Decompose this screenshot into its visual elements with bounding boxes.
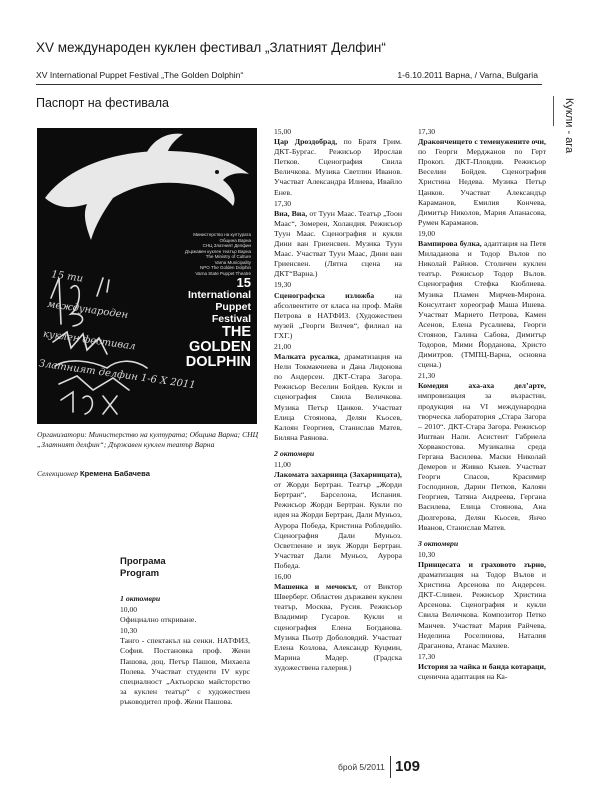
kukli-logo [552,96,580,158]
organizers-note: Организатори: Министерство на културата; Община Варна; СНЦ „Златният делфин“; Държавен куклен театър Варна [37,430,259,449]
poster-small-line: Община Варна [219,237,251,243]
program-description: на абсолвентите от класа на проф. Майя Петрова в НАТФИЗ. (Художествен музей „Георги Велчев“, филиал на ГХГ.) [274,290,402,340]
poster-en-line: Festival [211,313,251,325]
program-title [120,556,166,580]
footer-divider [390,756,391,778]
program-time: 19,30 [274,280,292,290]
program-time: 10,30 [120,626,138,636]
program-time: 17,30 [274,198,292,208]
program-description: Танго - спектакъл на сенки. НАТФИЗ, София. Постановка проф. Жени Пашова, доц. Петър Пашов, Михаела Полева. Участват студенти IV курс специалност „Актьорско майсторство за куклен театър“ с художествен ръководител проф. Жени Пашова. [120,636,250,706]
program-time: 10,00 [120,605,138,615]
festival-poster [37,128,257,424]
program-title-bg: Програма [120,556,166,567]
kukli-logo-icon [552,96,580,158]
poster-big-line: THE [222,324,251,340]
program-time: 21,00 [274,341,292,351]
poster-en-line: International [187,289,251,301]
program-time: 17,30 [418,127,436,136]
program-entry [274,460,402,571]
program-column-2 [274,126,402,673]
program-day: 3 октомври [418,538,459,548]
program-description: импровизация за възрастни, продукция на VI международна творческа лаборатория „Стара Загора – 2010“. ДКТ-Стара Загора. Режисьор Иштван Нали. Асистент Габриела Хорвакостова. Музикална среда Гергана Василева. Маски Николай Демеров и Живко Кънев. Участват Георги Спасов, Красимир Господинов, Дарин Петков, Калоян Георгиев, Татяна Андреева, Гергана Василева, Елица Стоянова, Ана Дюлгерова, Делян Кьосев, Янчо Иванов, Станислав Матев. [418,391,546,532]
section-title: Паспорт на фестивала [36,96,170,110]
program-description: драматизация на Тодор Вълов и Христина Арсенова по Андерсен. ДКТ-Сливен. Режисьор Христина Арсенова. Сценография и кукли Свила Величкова. Композитор Петко Манчев. Участват Мария Райчева, Неделина Роселинова, Наталия Драганова, Атанас Махиев. [418,570,546,650]
program-show-title: Виа, Виа, [274,208,308,218]
page-number: 109 [395,758,421,775]
poster-small-line: The Ministry of Culture [205,254,251,259]
program-entry [274,199,402,280]
program-entry [418,127,546,228]
poster-small-line: СНЦ Златният Делфин [202,243,251,248]
poster-number: 15 [236,275,251,290]
program-column-1 [120,588,250,707]
program-show-title: Лакомата захарница (Захарницата), [274,470,402,480]
program-time: 17,30 [418,651,436,661]
poster-small-line: Министерство на културата [193,232,251,237]
header-title-en: XV International Puppet Festival „The Golden Dolphin“ [36,70,244,80]
program-entry [274,280,402,341]
program-entry [418,652,546,682]
side-logo-text: Кукли - ara [563,98,575,154]
program-description: от Жорди Бертран. Театър „Жорди Бертран“, Барселона, Испания. Режисьор Жорди Бертран. Кукли по идея на Жорди Бертран, Дали Муньоз, Аурора Победа, Кристина Робледийо. Сценография Дали Муньоз. Осветление и звук Жорди Бертран. Участват Дали Муньоз, Аурора Победа. [274,480,402,570]
program-show-title: Вампирова булка, [418,239,482,249]
program-column-3 [418,126,546,682]
program-day: 1 октомври [120,594,161,603]
header-date-place: 1-6.10.2011 Варна, / Varna, Bulgaria [397,70,538,80]
program-description: по Георги Мерджанов по Герт Прокоп. ДКТ-Пловдив. Режисьор Веселин Бойдев. Сценография Христина Недева. Музика Петър Цанков. Участват Александър Караманов, Емилия Кончева, Димитър Николов, Мария Апанасова, Румен Караманов. [418,147,546,227]
program-description: от Виктор Шверберг. Областен държавен куклен театър, Москва, Русия. Режисьор Владимир Гусаров. Кукли и сценография Елена Богданова. Музика Пьотр Доболовдий. Участват Елена Козлова, Александр Куцмин, Марина Мадер. (Градска художествена галерия.) [274,582,403,672]
program-time: 11,00 [274,460,291,469]
poster-en-line: Puppet [215,301,251,313]
program-show-title: Комедия аха-аха дел’арте, [418,381,546,391]
poster-small-line: Държавен куклен театър Варна [184,248,251,254]
program-title-en: Program [120,568,160,579]
dolphin-fin-icon [147,134,183,154]
selector-line [37,469,150,479]
program-show-title: Машенка и мечокът, [274,582,358,592]
poster-small-line: NPO The Golden Dolphin [200,265,251,270]
footer-issue: брой 5/2011 [338,762,385,772]
poster-small-line: Varna State Puppet Theatre [195,270,251,276]
poster-small-line: Varna Municipality [214,259,251,265]
program-description: сценична адаптация на Ка- [418,671,508,681]
program-description: Официално откриване. [120,615,197,625]
program-entry [120,605,250,625]
program-entry [274,342,402,443]
header-rule [36,84,542,85]
program-show-title: Принцесата и граховото зърно, [418,559,546,569]
program-show-title: История за чайка и банда котараци, [418,661,546,671]
program-entry [418,550,546,651]
selector-label: Селекционер [37,469,79,478]
poster-text-block [165,232,251,370]
poster-script-text: 15 тимеждународенкуклен фестивалЗлатният делфин 1-6 X 2011 [38,269,197,392]
program-show-title: Драконченцето с теменужените очи, [418,137,546,147]
program-day: 2 октомври [274,448,315,458]
program-entry [418,229,546,370]
selector-name: Кремена Бабачева [79,469,150,478]
program-description: от Туун Маас. Театър „Тоон Маас“, Зомерен, Холандия. Режисьор Туун Маас. Сценография и кукли Дини ван Гриенсвен. Музика Туун Маас. Участват Туун Маас, Дини ван Гриенсвен. (Лятна сцена на ДКТ“Варна.) [274,208,403,279]
program-description: драматизация на Нели Токмакчиева и Дана Лидонова по Андерсен. ДКТ-Стара Загора. Режисьор Веселин Бойдев. Кукли и сценография Свила Величкова. Музика Петър Цанков. Участват Елица Стоянова, Делян Къосев, Калоян Георгиев, Станислав Матев, Биляна Раянова. [274,352,402,442]
program-show-title: Сценографска изложба [274,290,375,300]
program-time: 10,30 [418,549,436,559]
program-show-title: Цар Дроздобрад, [274,137,338,147]
program-show-title: Малката русалка, [274,352,341,362]
program-time: 15,00 [274,127,292,136]
poster-big-line: GOLDEN [188,339,251,355]
dolphin-icon [45,151,249,240]
program-time: 19,00 [418,228,436,238]
program-description: адаптация на Петя Миладанова и Тодор Вълов по Николай Райнов. Столичен куклен театър. Режисьор Тодор Вълов. Сценография Стефка Кюблиева. Музика Пламен Мирчев-Мирона. Консултант хореограф Маша Ишева. Участват Марието Петрова, Камен Асенов, Елена Русалиева, Георги Стоянов, Галина Сабова, Димитър Тодоров, Мими Йорданова, Христо Димитров. (ТМПЦ-Варна, основна сцена.) [418,239,546,370]
program-entry [120,626,250,707]
program-time: 21,30 [418,371,436,381]
program-entry [418,371,546,533]
program-entry [274,127,402,198]
header-title-bg: XV международен куклен фестивал „Златният Делфин“ [36,40,386,55]
program-entry [274,572,402,673]
program-description: по Братя Грим. ДКТ-Бургас. Режисьор Ирослав Петков. Сценография Свила Величкова. Музика Светлин Иванов. Участват Александра Илиева, Ивайло Енев. [274,137,402,197]
program-time: 16,00 [274,572,292,582]
poster-big-line: DOLPHIN [185,354,251,370]
